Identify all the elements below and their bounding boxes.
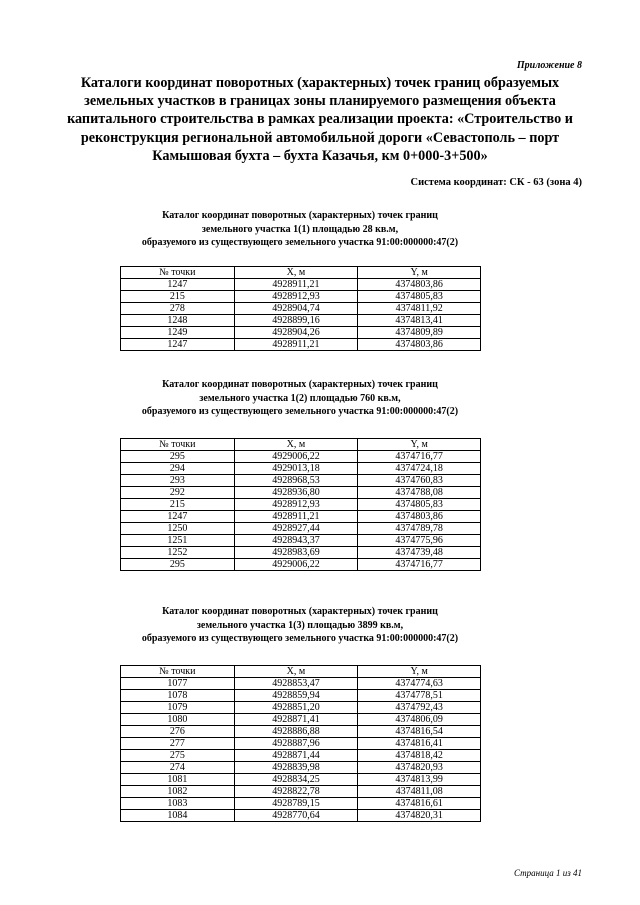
x-coordinate-cell: 4928983,69 xyxy=(234,547,358,559)
x-coordinate-cell: 4929006,22 xyxy=(234,559,358,571)
y-coordinate-cell: 4374789,78 xyxy=(358,523,481,535)
column-header: Y, м xyxy=(358,439,481,451)
y-coordinate-cell: 4374803,86 xyxy=(358,279,481,291)
catalog-3-table xyxy=(120,665,481,822)
x-coordinate-cell: 4928834,25 xyxy=(234,774,358,786)
point-number-cell: 295 xyxy=(121,559,235,571)
point-number-cell: 1083 xyxy=(121,798,235,810)
y-coordinate-cell: 4374813,41 xyxy=(358,315,481,327)
x-coordinate-cell: 4928871,44 xyxy=(234,750,358,762)
x-coordinate-cell: 4928911,21 xyxy=(234,279,358,291)
catalog-1-table xyxy=(120,266,481,351)
table-row xyxy=(121,451,481,463)
y-coordinate-cell: 4374809,89 xyxy=(358,327,481,339)
point-number-cell: 1247 xyxy=(121,339,235,351)
y-coordinate-cell: 4374788,08 xyxy=(358,487,481,499)
point-number-cell: 1084 xyxy=(121,810,235,822)
catalog-title-line: образуемого из существующего земельного участка 91:00:000000:47(2) xyxy=(141,633,459,645)
y-coordinate-cell: 4374760,83 xyxy=(358,475,481,487)
catalog-1-title xyxy=(100,209,500,250)
column-header: № точки xyxy=(121,666,235,678)
coordinate-system: Система координат: СК - 63 (зона 4) xyxy=(410,177,582,188)
point-number-cell: 1248 xyxy=(121,315,235,327)
point-number-cell: 1077 xyxy=(121,678,235,690)
catalog-title-line: земельного участка 1(2) площадью 760 кв.м, xyxy=(199,392,401,404)
point-number-cell: 277 xyxy=(121,738,235,750)
table-row xyxy=(121,726,481,738)
column-header: Y, м xyxy=(358,666,481,678)
title-line: реконструкция региональной автомобильной дороги «Севастополь – порт xyxy=(80,129,560,146)
point-number-cell: 1080 xyxy=(121,714,235,726)
column-header: X, м xyxy=(234,267,358,279)
column-header: № точки xyxy=(121,267,235,279)
x-coordinate-cell: 4928911,21 xyxy=(234,339,358,351)
table-row xyxy=(121,315,481,327)
table-row xyxy=(121,499,481,511)
point-number-cell: 275 xyxy=(121,750,235,762)
x-coordinate-cell: 4928851,20 xyxy=(234,702,358,714)
table-row xyxy=(121,810,481,822)
y-coordinate-cell: 4374816,41 xyxy=(358,738,481,750)
table-row xyxy=(121,714,481,726)
point-number-cell: 215 xyxy=(121,291,235,303)
document-title xyxy=(60,74,580,165)
point-number-cell: 215 xyxy=(121,499,235,511)
table-row xyxy=(121,475,481,487)
catalog-title-line: Каталог координат поворотных (характерных) точек границ xyxy=(162,606,438,617)
title-line: Камышовая бухта – бухта Казачья, км 0+000-3+500» xyxy=(152,147,488,164)
y-coordinate-cell: 4374811,92 xyxy=(358,303,481,315)
x-coordinate-cell: 4928899,16 xyxy=(234,315,358,327)
y-coordinate-cell: 4374805,83 xyxy=(358,499,481,511)
y-coordinate-cell: 4374716,77 xyxy=(358,559,481,571)
x-coordinate-cell: 4928853,47 xyxy=(234,678,358,690)
x-coordinate-cell: 4928822,78 xyxy=(234,786,358,798)
y-coordinate-cell: 4374806,09 xyxy=(358,714,481,726)
y-coordinate-cell: 4374811,08 xyxy=(358,786,481,798)
y-coordinate-cell: 4374816,54 xyxy=(358,726,481,738)
table-row xyxy=(121,291,481,303)
table-header-row xyxy=(121,666,481,678)
table-row xyxy=(121,523,481,535)
x-coordinate-cell: 4928887,96 xyxy=(234,738,358,750)
table-row xyxy=(121,750,481,762)
title-line: капитального строительства в рамках реализации проекта: «Строительство и xyxy=(67,111,573,128)
table-row xyxy=(121,762,481,774)
x-coordinate-cell: 4928770,64 xyxy=(234,810,358,822)
point-number-cell: 1250 xyxy=(121,523,235,535)
y-coordinate-cell: 4374805,83 xyxy=(358,291,481,303)
point-number-cell: 1081 xyxy=(121,774,235,786)
table-row xyxy=(121,547,481,559)
catalog-title-line: Каталог координат поворотных (характерных) точек границ xyxy=(162,379,438,390)
table-header-row xyxy=(121,267,481,279)
y-coordinate-cell: 4374778,51 xyxy=(358,690,481,702)
table-row xyxy=(121,327,481,339)
x-coordinate-cell: 4928968,53 xyxy=(234,475,358,487)
catalog-title-line: земельного участка 1(1) площадью 28 кв.м, xyxy=(201,223,399,235)
x-coordinate-cell: 4928904,74 xyxy=(234,303,358,315)
y-coordinate-cell: 4374739,48 xyxy=(358,547,481,559)
point-number-cell: 1247 xyxy=(121,511,235,523)
x-coordinate-cell: 4928789,15 xyxy=(234,798,358,810)
point-number-cell: 1249 xyxy=(121,327,235,339)
x-coordinate-cell: 4928943,37 xyxy=(234,535,358,547)
table-row xyxy=(121,303,481,315)
table-row xyxy=(121,786,481,798)
table-row xyxy=(121,279,481,291)
x-coordinate-cell: 4928839,98 xyxy=(234,762,358,774)
column-header: Y, м xyxy=(358,267,481,279)
y-coordinate-cell: 4374724,18 xyxy=(358,463,481,475)
x-coordinate-cell: 4928912,93 xyxy=(234,499,358,511)
y-coordinate-cell: 4374775,96 xyxy=(358,535,481,547)
table-row xyxy=(121,774,481,786)
table-row xyxy=(121,511,481,523)
catalog-3-title xyxy=(100,605,500,646)
table-row xyxy=(121,702,481,714)
point-number-cell: 1079 xyxy=(121,702,235,714)
x-coordinate-cell: 4929013,18 xyxy=(234,463,358,475)
table-row xyxy=(121,798,481,810)
y-coordinate-cell: 4374820,93 xyxy=(358,762,481,774)
table-row xyxy=(121,690,481,702)
point-number-cell: 1082 xyxy=(121,786,235,798)
page-number: Страница 1 из 41 xyxy=(514,868,582,878)
y-coordinate-cell: 4374818,42 xyxy=(358,750,481,762)
y-coordinate-cell: 4374813,99 xyxy=(358,774,481,786)
column-header: X, м xyxy=(234,666,358,678)
column-header: № точки xyxy=(121,439,235,451)
table-row xyxy=(121,487,481,499)
column-header: X, м xyxy=(234,439,358,451)
point-number-cell: 1078 xyxy=(121,690,235,702)
point-number-cell: 292 xyxy=(121,487,235,499)
table-row xyxy=(121,535,481,547)
table-row xyxy=(121,678,481,690)
y-coordinate-cell: 4374803,86 xyxy=(358,339,481,351)
y-coordinate-cell: 4374803,86 xyxy=(358,511,481,523)
x-coordinate-cell: 4929006,22 xyxy=(234,451,358,463)
catalog-2-title xyxy=(100,378,500,419)
x-coordinate-cell: 4928927,44 xyxy=(234,523,358,535)
point-number-cell: 294 xyxy=(121,463,235,475)
x-coordinate-cell: 4928904,26 xyxy=(234,327,358,339)
y-coordinate-cell: 4374820,31 xyxy=(358,810,481,822)
table-row xyxy=(121,738,481,750)
y-coordinate-cell: 4374716,77 xyxy=(358,451,481,463)
point-number-cell: 1247 xyxy=(121,279,235,291)
x-coordinate-cell: 4928936,80 xyxy=(234,487,358,499)
x-coordinate-cell: 4928912,93 xyxy=(234,291,358,303)
catalog-2-table xyxy=(120,438,481,571)
appendix-label: Приложение 8 xyxy=(516,60,582,71)
x-coordinate-cell: 4928859,94 xyxy=(234,690,358,702)
catalog-title-line: образуемого из существующего земельного участка 91:00:000000:47(2) xyxy=(141,406,459,418)
catalog-title-line: Каталог координат поворотных (характерных) точек границ xyxy=(162,210,438,221)
table-row xyxy=(121,339,481,351)
catalog-title-line: образуемого из существующего земельного участка 91:00:000000:47(2) xyxy=(141,237,459,249)
point-number-cell: 295 xyxy=(121,451,235,463)
x-coordinate-cell: 4928886,88 xyxy=(234,726,358,738)
point-number-cell: 1252 xyxy=(121,547,235,559)
point-number-cell: 1251 xyxy=(121,535,235,547)
point-number-cell: 293 xyxy=(121,475,235,487)
x-coordinate-cell: 4928871,41 xyxy=(234,714,358,726)
x-coordinate-cell: 4928911,21 xyxy=(234,511,358,523)
point-number-cell: 278 xyxy=(121,303,235,315)
y-coordinate-cell: 4374792,43 xyxy=(358,702,481,714)
table-row xyxy=(121,559,481,571)
table-header-row xyxy=(121,439,481,451)
title-line: Каталоги координат поворотных (характерных) точек границ образуемых xyxy=(80,75,560,91)
table-row xyxy=(121,463,481,475)
y-coordinate-cell: 4374816,61 xyxy=(358,798,481,810)
y-coordinate-cell: 4374774,63 xyxy=(358,678,481,690)
point-number-cell: 276 xyxy=(121,726,235,738)
catalog-title-line: земельного участка 1(3) площадью 3899 кв.м, xyxy=(196,619,404,631)
title-line: земельных участков в границах зоны планируемого размещения объекта xyxy=(84,93,556,110)
point-number-cell: 274 xyxy=(121,762,235,774)
